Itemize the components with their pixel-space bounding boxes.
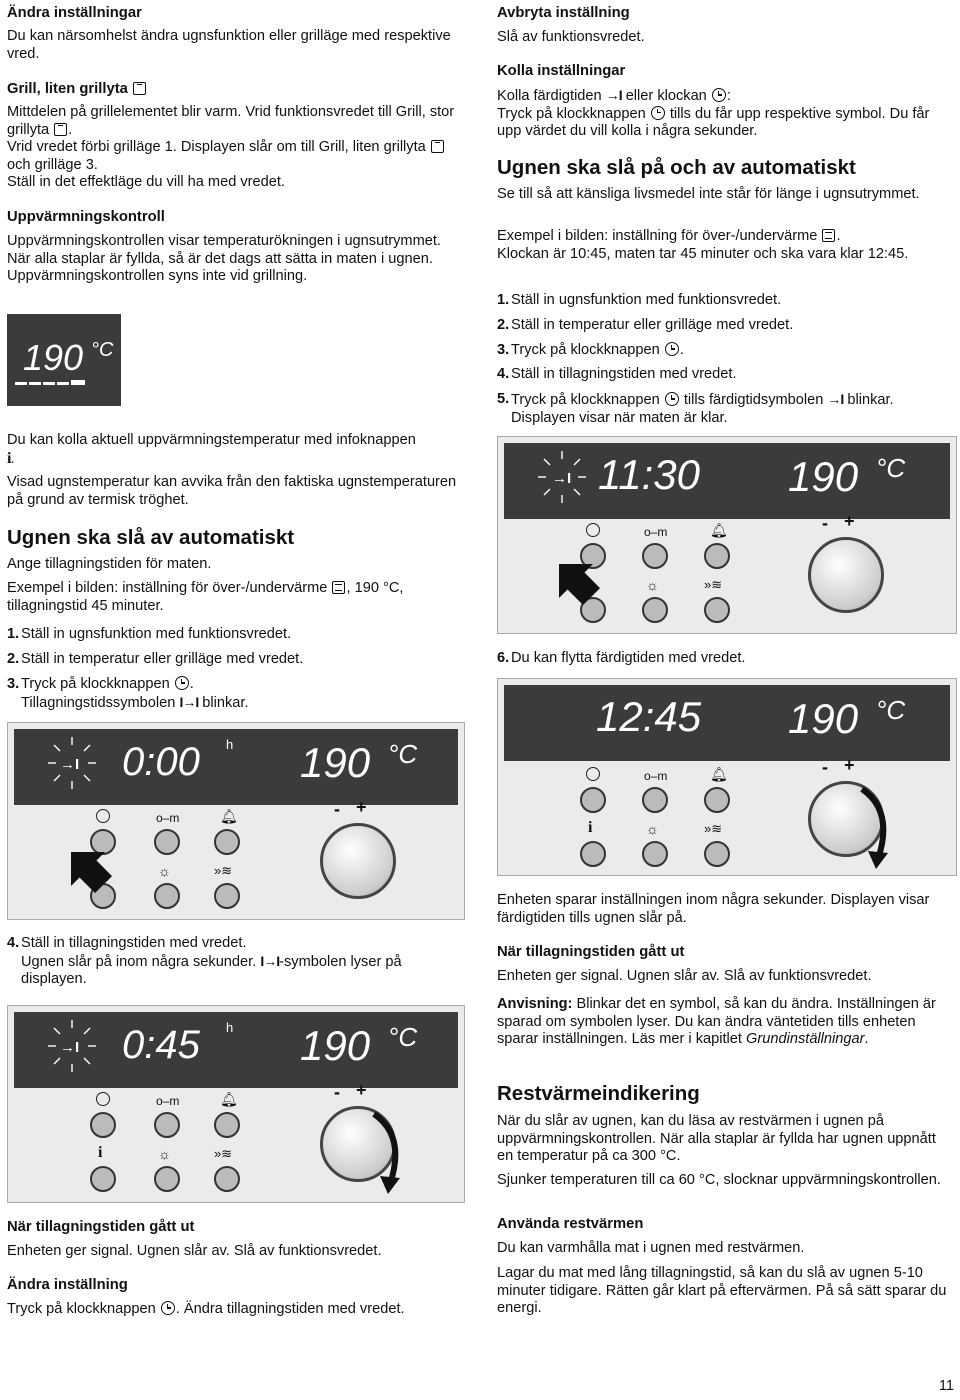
clock-icon bbox=[665, 342, 679, 356]
minus-label: - bbox=[822, 513, 828, 533]
temperature-knob[interactable] bbox=[808, 537, 884, 613]
end-time-icon: →I bbox=[605, 87, 622, 103]
auto-onoff-heading: Ugnen ska slå på och av automatiskt bbox=[497, 156, 856, 179]
clock-icon bbox=[161, 1301, 175, 1315]
enheten-text: Enheten sparar inställningen inom några sekunder. Displayen visar färdigtiden tills ugnen slår på. bbox=[497, 892, 930, 926]
bell-button[interactable] bbox=[704, 543, 730, 569]
grill-text: Mittdelen på grillelementet blir varm. Vrid funktionsvredet till Grill, stor grillyta . Vrid vredet förbi grilläge 1. Displayen slår om till Grill, liten grillyta och grilläge 3. Ställ in det effektläge du vill ha med vredet. bbox=[7, 104, 455, 191]
info-button[interactable] bbox=[90, 1166, 116, 1192]
plus-label: + bbox=[356, 797, 367, 817]
rest-text-1: När du slår av ugnen, kan du läsa av restvärmen i ugnen på uppvärmningskontrollen. När alla staplar är fyllda har ugnen uppnått en temperatur på ca 300 °C. bbox=[497, 1113, 936, 1165]
light-button[interactable] bbox=[154, 883, 180, 909]
fast-heat-button[interactable] bbox=[704, 597, 730, 623]
fast-heat-button[interactable] bbox=[214, 883, 240, 909]
clock-button-icon bbox=[586, 523, 600, 537]
panel-2-h: h bbox=[226, 1020, 234, 1035]
panel-4-unit: °C bbox=[876, 695, 906, 725]
panel-2-time: 0:45 bbox=[122, 1023, 200, 1067]
grill-small-icon bbox=[431, 140, 444, 153]
uppv-heading: Uppvärmningskontroll bbox=[7, 209, 165, 225]
clock-icon bbox=[712, 88, 726, 102]
kolla-text: Kolla färdigtiden →I eller klockan : Tryck på klockknappen tills du får upp respektive symbol. Du får upp värdet du vill kolla i några sekunder. bbox=[497, 87, 930, 140]
nar-text-left: Enheten ger signal. Ugnen slår av. Slå av funktionsvredet. bbox=[7, 1243, 382, 1259]
display-unit: °C bbox=[91, 339, 114, 361]
cooking-time-icon: →I bbox=[60, 756, 80, 773]
left-step-3: 3. Tryck på klockknappen . Tillagningstidssymbolen I→I blinkar. bbox=[7, 676, 249, 711]
clock-button-icon bbox=[96, 809, 110, 823]
info-button[interactable] bbox=[580, 841, 606, 867]
panel-3-time: 11:30 bbox=[598, 451, 700, 498]
panel-1-unit: °C bbox=[388, 739, 418, 769]
key-icon: o–m bbox=[156, 811, 180, 825]
bell-icon: 🔔︎ bbox=[710, 522, 728, 538]
rotate-arrow-icon bbox=[366, 1106, 416, 1196]
panel-3-unit: °C bbox=[876, 453, 906, 483]
top-bottom-heat-icon bbox=[822, 229, 835, 242]
panel-2-temp: 190 bbox=[300, 1022, 371, 1069]
right-step-5: 5. Tryck på klockknappen tills färdigtidsymbolen →I blinkar. Displayen visar när maten är klar. bbox=[497, 391, 894, 426]
oven-panel-1 bbox=[7, 722, 465, 920]
light-button[interactable] bbox=[154, 1166, 180, 1192]
bell-icon: 🔔︎ bbox=[220, 1091, 238, 1107]
auto-off-heading: Ugnen ska slå av automatiskt bbox=[7, 526, 295, 549]
light-icon: ☼ bbox=[158, 863, 171, 879]
clock-icon bbox=[651, 106, 665, 120]
key-button[interactable] bbox=[154, 1112, 180, 1138]
end-time-icon: →I bbox=[827, 391, 844, 407]
grill-heading: Grill, liten grillyta bbox=[7, 80, 465, 98]
bell-icon: 🔔︎ bbox=[710, 766, 728, 782]
nar-heading-right: När tillagningstiden gått ut bbox=[497, 944, 685, 960]
clock-button[interactable] bbox=[90, 1112, 116, 1138]
fast-heat-icon: »≋ bbox=[214, 1146, 233, 1161]
panel-3-temp: 190 bbox=[788, 453, 859, 500]
avbryta-heading: Avbryta inställning bbox=[497, 5, 630, 21]
light-icon: ☼ bbox=[646, 577, 659, 593]
clock-button-icon bbox=[96, 1092, 110, 1106]
oven-panel-3 bbox=[497, 436, 957, 634]
plus-label: + bbox=[356, 1080, 367, 1100]
minus-label: - bbox=[822, 757, 828, 777]
clock-icon bbox=[665, 392, 679, 406]
andra2-heading: Ändra inställning bbox=[7, 1277, 128, 1293]
info-text: Du kan kolla aktuell uppvärmningstemperatur med infoknappen i. bbox=[7, 432, 416, 467]
cooking-time-icon: I→I bbox=[179, 693, 199, 710]
anvanda-text-2: Lagar du mat med lång tillagningstid, så kan du slå av ugnen 5-10 minuter tidigare. Rätten går klart på eftervärmen. På så sätt sparar du energi. bbox=[497, 1265, 947, 1317]
temperature-knob[interactable] bbox=[320, 823, 396, 899]
info-icon: i bbox=[98, 1144, 103, 1161]
pointer-arrow-icon bbox=[546, 551, 606, 611]
bell-button[interactable] bbox=[214, 829, 240, 855]
andra-text: Du kan närsomhelst ändra ugnsfunktion eller grilläge med respektive vred. bbox=[7, 28, 451, 62]
andra2-text: Tryck på klockknappen . Ändra tillagningstiden med vredet. bbox=[7, 1301, 405, 1317]
auto-off-text-2: Exempel i bilden: inställning för över-/undervärme , 190 °C, tillagningstid 45 minuter. bbox=[7, 580, 404, 614]
bell-button[interactable] bbox=[704, 787, 730, 813]
panel-4-temp: 190 bbox=[788, 695, 859, 742]
info-icon: i bbox=[588, 819, 593, 836]
rest-text-2: Sjunker temperaturen till ca 60 °C, slocknar uppvärmningskontrollen. bbox=[497, 1172, 941, 1188]
bell-icon: 🔔︎ bbox=[220, 808, 238, 824]
key-button[interactable] bbox=[154, 829, 180, 855]
key-icon: o–m bbox=[644, 525, 668, 539]
heating-display-svg bbox=[7, 314, 121, 406]
light-button[interactable] bbox=[642, 841, 668, 867]
right-step-4: 4. Ställ in tillagningstiden med vredet. bbox=[497, 366, 737, 382]
top-bottom-heat-icon bbox=[332, 581, 345, 594]
grill-large-icon bbox=[54, 123, 67, 136]
grundinstallningar-link[interactable]: Grundinställningar bbox=[746, 1031, 865, 1048]
nar-heading-left: När tillagningstiden gått ut bbox=[7, 1219, 195, 1235]
auto-off-text-1: Ange tillagningstiden för maten. bbox=[7, 556, 212, 572]
andra-heading: Ändra inställningar bbox=[7, 5, 142, 21]
clock-button[interactable] bbox=[580, 787, 606, 813]
right-step-6: 6. Du kan flytta färdigtiden med vredet. bbox=[497, 650, 746, 666]
kolla-heading: Kolla inställningar bbox=[497, 63, 626, 79]
anvisning: Anvisning: Blinkar det en symbol, så kan du ändra. Inställningen är sparad om symbolen lyser. Du kan ändra väntetiden tills enheten sparar inställningen. Läs mer i kapitlet Grundinställningar. bbox=[497, 996, 936, 1048]
minus-label: - bbox=[334, 799, 340, 819]
end-time-icon: →I bbox=[552, 470, 572, 487]
display-temp: 190 bbox=[23, 337, 84, 378]
panel-1-h: h bbox=[226, 737, 234, 752]
right-step-1: 1. Ställ in ugnsfunktion med funktionsvredet. bbox=[497, 292, 782, 308]
pointer-arrow-icon bbox=[58, 839, 118, 899]
auto-onoff-text-1: Se till så att känsliga livsmedel inte står för länge i ugnsutrymmet. bbox=[497, 186, 920, 202]
panel-4-time: 12:45 bbox=[596, 693, 702, 740]
uppv-text-1: Uppvärmningskontrollen visar temperaturökningen i ugnsutrymmet. När alla staplar är fyllda, så är det dags att sätta in maten i ugnen. bbox=[7, 233, 441, 267]
cooking-time-icon: →I bbox=[60, 1039, 80, 1056]
key-icon: o–m bbox=[644, 769, 668, 783]
fast-heat-icon: »≋ bbox=[704, 577, 723, 592]
cooking-time-icon: I→I bbox=[260, 952, 280, 969]
rotate-arrow-icon bbox=[854, 781, 904, 871]
oven-panel-4 bbox=[497, 678, 957, 876]
oven-panel-2 bbox=[7, 1005, 465, 1203]
grill-small-icon bbox=[133, 82, 146, 95]
minus-label: - bbox=[334, 1082, 340, 1102]
panel-1-temp: 190 bbox=[300, 739, 371, 786]
auto-onoff-text-2: Exempel i bilden: inställning för över-/undervärme . Klockan är 10:45, maten tar 45 minuter och ska vara klar 12:45. bbox=[497, 228, 909, 262]
info-icon: i bbox=[7, 449, 11, 467]
panel-2-unit: °C bbox=[388, 1022, 418, 1052]
left-step-1: 1. Ställ in ugnsfunktion med funktionsvredet. bbox=[7, 626, 292, 642]
fast-heat-button[interactable] bbox=[704, 841, 730, 867]
heating-bars bbox=[15, 380, 85, 385]
uppv-text-2: Uppvärmningskontrollen syns inte vid grillning. bbox=[7, 268, 308, 285]
right-step-2: 2. Ställ in temperatur eller grilläge med vredet. bbox=[497, 317, 794, 333]
heating-display bbox=[7, 314, 121, 406]
anvanda-heading: Använda restvärmen bbox=[497, 1216, 644, 1232]
page-number: 11 bbox=[938, 1378, 954, 1394]
left-step-2: 2. Ställ in temperatur eller grilläge med vredet. bbox=[7, 651, 304, 667]
key-button[interactable] bbox=[642, 543, 668, 569]
visad-text: Visad ugnstemperatur kan avvika från den faktiska ugnstemperaturen på grund av termisk tröghet. bbox=[7, 474, 457, 508]
left-step-4: 4. Ställ in tillagningstiden med vredet. Ugnen slår på inom några sekunder. I→I-symbolen lyser på displayen. bbox=[7, 935, 402, 988]
right-step-3: 3. Tryck på klockknappen . bbox=[497, 342, 684, 358]
anvanda-text-1: Du kan varmhålla mat i ugnen med restvärmen. bbox=[497, 1240, 805, 1256]
clock-button-icon bbox=[586, 767, 600, 781]
fast-heat-icon: »≋ bbox=[214, 863, 233, 878]
clock-icon bbox=[175, 676, 189, 690]
light-button[interactable] bbox=[642, 597, 668, 623]
light-icon: ☼ bbox=[646, 821, 659, 837]
avbryta-text: Slå av funktionsvredet. bbox=[497, 29, 645, 45]
nar-text-right: Enheten ger signal. Ugnen slår av. Slå av funktionsvredet. bbox=[497, 968, 872, 984]
key-button[interactable] bbox=[642, 787, 668, 813]
light-icon: ☼ bbox=[158, 1146, 171, 1162]
plus-label: + bbox=[844, 511, 855, 531]
panel-1-time: 0:00 bbox=[122, 740, 200, 784]
fast-heat-button[interactable] bbox=[214, 1166, 240, 1192]
bell-button[interactable] bbox=[214, 1112, 240, 1138]
rest-heading: Restvärmeindikering bbox=[497, 1082, 700, 1105]
fast-heat-icon: »≋ bbox=[704, 821, 723, 836]
key-icon: o–m bbox=[156, 1094, 180, 1108]
plus-label: + bbox=[844, 755, 855, 775]
